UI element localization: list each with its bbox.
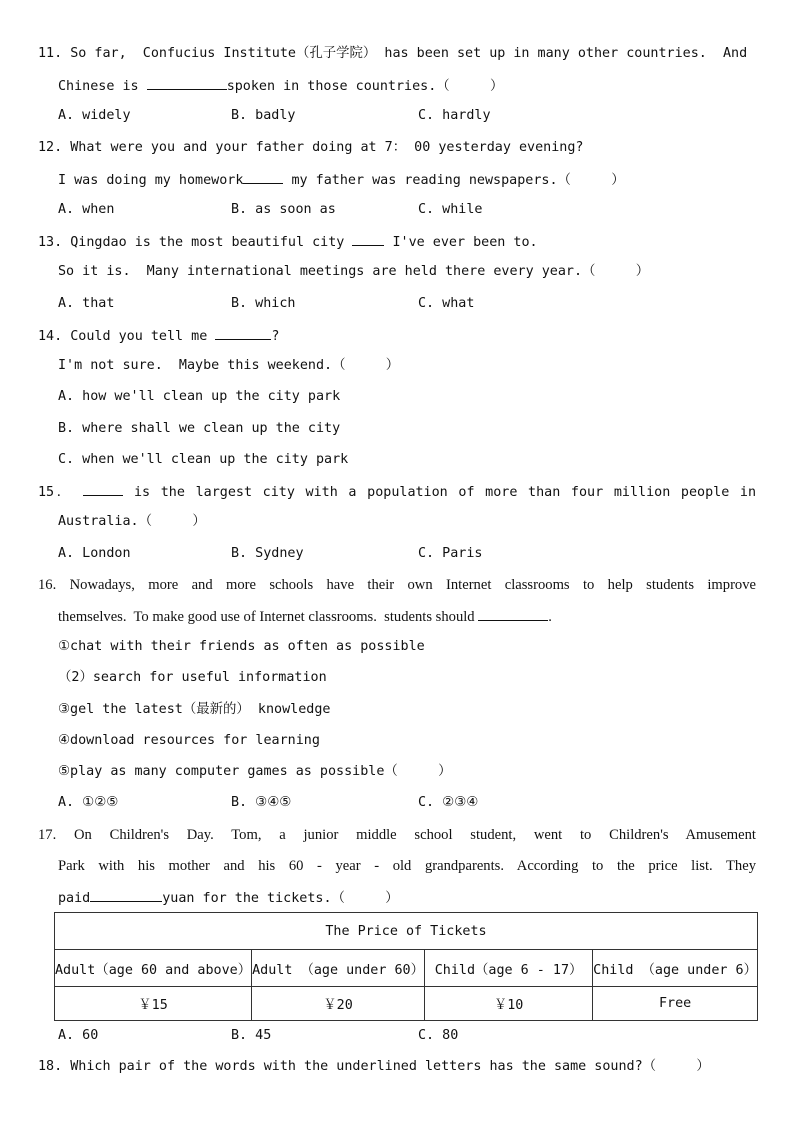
ticket-header-adult-under-60: Adult （age under 60） — [252, 950, 425, 987]
q17-line3 — [58, 887, 399, 909]
q11-line2-pre: Chinese is — [58, 79, 147, 94]
q11-line2-post: spoken in those countries.（ ） — [226, 79, 504, 94]
q17-line1: 17. On Children's Day. Tom, a junior middle school student, went to Children's Amusement — [38, 827, 756, 843]
q15-option-b: B. Sydney — [231, 546, 304, 561]
q17-line3-pre: paid — [58, 891, 91, 906]
q16-option-c: C. ②③④ — [418, 795, 479, 810]
q15-line1 — [38, 481, 756, 503]
q14-line1-post: ? — [271, 329, 280, 344]
ticket-header-child-under-6: Child （age under 6） — [593, 950, 758, 987]
q16-blank — [478, 606, 548, 621]
q11-option-c: C. hardly — [418, 108, 491, 123]
q12-line2 — [58, 169, 625, 191]
q17-line2: Park with his mother and his 60 - year - old grandparents. According to the price list. They — [58, 858, 756, 874]
q12-line1: 12. What were you and your father doing at 7： 00 yesterday evening? — [38, 140, 584, 155]
q15-line1-post: is the largest city with a population of more than four million people in — [123, 485, 757, 500]
q17-option-b: B. 45 — [231, 1028, 272, 1043]
q12-option-b: B. as soon as — [231, 202, 336, 217]
q11-line2 — [58, 75, 503, 97]
q17-line3-post: yuan for the tickets.（ ） — [162, 891, 399, 906]
q12-line2-pre: I was doing my homework — [58, 173, 244, 188]
q12-option-a: A. when — [58, 202, 115, 217]
q11-blank — [147, 75, 227, 90]
q11-option-b: B. badly — [231, 108, 296, 123]
q16-line2 — [58, 606, 552, 627]
ticket-price-child-6-17: ￥10 — [425, 987, 593, 1021]
q14-option-a: A. how we'll clean up the city park — [58, 389, 341, 404]
q17-option-c: C. 80 — [418, 1028, 459, 1043]
q14-blank — [215, 325, 271, 340]
q14-line2: I'm not sure. Maybe this weekend.（ ） — [58, 358, 400, 373]
q13-line1-pre: 13. Qingdao is the most beautiful city — [38, 235, 353, 250]
q16-item-2: （2）search for useful information — [58, 670, 327, 685]
q15-line2: Australia.（ ） — [58, 514, 206, 529]
q17-blank — [90, 887, 162, 902]
q16-item-1: ①chat with their friends as often as possible — [58, 639, 425, 654]
q16-item-5: ⑤play as many computer games as possible（ ） — [58, 764, 452, 779]
q15-blank — [83, 481, 123, 496]
q12-blank — [243, 169, 283, 184]
ticket-table-title: The Price of Tickets — [55, 913, 758, 950]
q12-line2-post: my father was reading newspapers.（ ） — [283, 173, 625, 188]
q16-item-3: ③gel the latest（最新的） knowledge — [58, 702, 331, 717]
q14-option-b: B. where shall we clean up the city — [58, 421, 341, 436]
q16-item-4: ④download resources for learning — [58, 733, 320, 748]
q13-blank — [352, 231, 384, 246]
q14-option-c: C. when we'll clean up the city park — [58, 452, 349, 467]
q11-line1: 11. So far, Confucius Institute（孔子学院） has been set up in many other countries. And — [38, 46, 748, 61]
q18-line1: 18. Which pair of the words with the underlined letters has the same sound?（ ） — [38, 1059, 710, 1074]
q16-option-a: A. ①②⑤ — [58, 795, 119, 810]
q13-option-b: B. which — [231, 296, 296, 311]
q15-number: 15． — [38, 485, 73, 500]
q15-option-c: C. Paris — [418, 546, 483, 561]
ticket-price-adult-60-above: ￥15 — [55, 987, 252, 1021]
ticket-price-table — [54, 912, 758, 1021]
ticket-header-child-6-17: Child（age 6 - 17） — [425, 950, 593, 987]
q17-option-a: A. 60 — [58, 1028, 99, 1043]
q13-line1 — [38, 231, 538, 253]
q14-line1 — [38, 325, 279, 347]
ticket-price-child-under-6: Free — [593, 987, 758, 1021]
q15-option-a: A. London — [58, 546, 131, 561]
q13-line2: So it is. Many international meetings are held there every year.（ ） — [58, 264, 650, 279]
ticket-price-adult-under-60: ￥20 — [252, 987, 425, 1021]
q13-option-a: A. that — [58, 296, 115, 311]
q13-option-c: C. what — [418, 296, 475, 311]
ticket-header-adult-60-above: Adult（age 60 and above） — [55, 950, 252, 987]
q16-line1: 16. Nowadays, more and more schools have their own Internet classrooms to help students improve — [38, 577, 756, 593]
q16-line2-post: . — [548, 609, 552, 625]
q16-option-b: B. ③④⑤ — [231, 795, 292, 810]
q11-option-a: A. widely — [58, 108, 131, 123]
q12-option-c: C. while — [418, 202, 483, 217]
q16-line2-pre: themselves. To make good use of Internet classrooms. students should — [58, 609, 479, 625]
q13-line1-post: I've ever been to. — [384, 235, 538, 250]
q14-line1-pre: 14. Could you tell me — [38, 329, 216, 344]
